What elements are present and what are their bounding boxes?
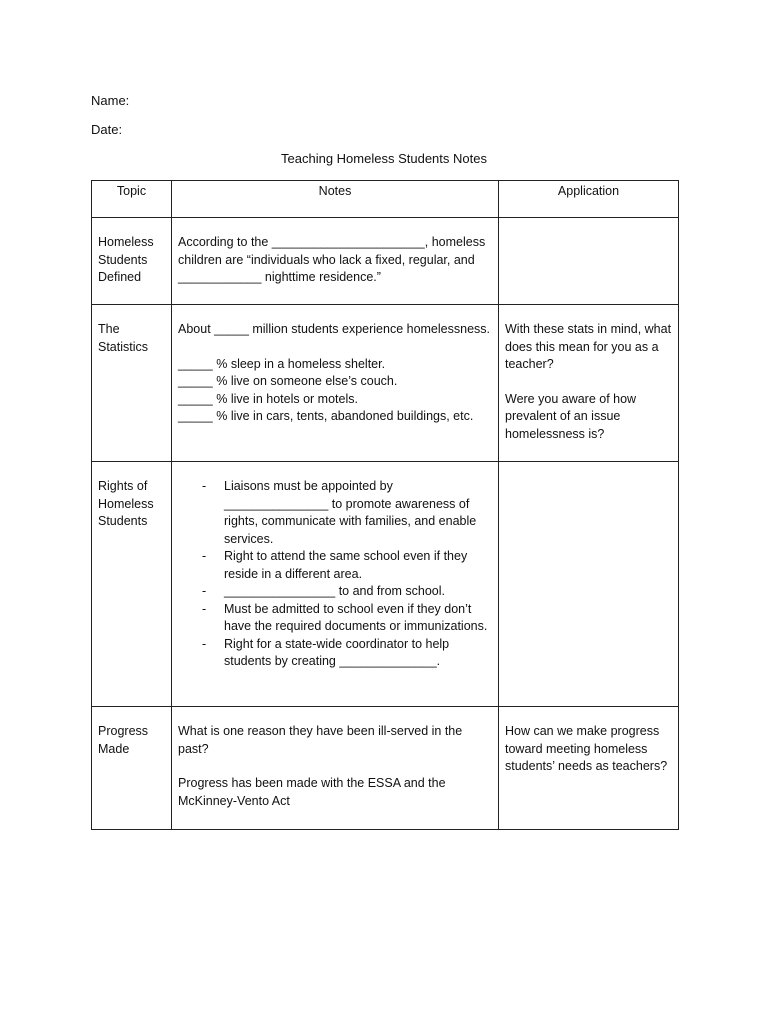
table-header-row: [92, 181, 679, 218]
notes-text: About _____ million students experience homelessness.: [178, 322, 490, 336]
rights-list: [178, 478, 492, 671]
list-item: - Right for a state-wide coordinator to help students by creating ______________.: [202, 636, 492, 671]
table-row: [92, 305, 679, 462]
stat-line: _____ % sleep in a homeless shelter.: [178, 356, 386, 371]
topic-cell: [92, 218, 172, 305]
stat-line: _____ % live in hotels or motels.: [178, 391, 358, 406]
notes-text: According to the ______________________, homeless children are “individuals who lack a fixed, regular, and ____________ nighttime residence.”: [178, 235, 486, 284]
application-cell[interactable]: [499, 462, 679, 707]
table-row: [92, 462, 679, 707]
date-label: Date:: [91, 122, 123, 137]
topic-label: The Statistics: [98, 322, 149, 354]
topic-cell: [92, 707, 172, 830]
application-question: How can we make progress toward meeting homeless students’ needs as teachers?: [505, 724, 668, 773]
application-question: With these stats in mind, what does this mean for you as a teacher?: [505, 322, 672, 371]
table-row: [92, 218, 679, 305]
notes-text: Progress has been made with the ESSA and the McKinney-Vento Act: [178, 776, 446, 808]
column-header-application: Application: [499, 181, 679, 218]
application-cell[interactable]: [499, 707, 679, 830]
table-row: [92, 707, 679, 830]
topic-label: Rights of Homeless Students: [98, 479, 154, 528]
application-question: Were you aware of how prevalent of an issue homelessness is?: [505, 391, 637, 441]
topic-cell: [92, 305, 172, 462]
name-label: Name:: [91, 93, 130, 108]
application-cell[interactable]: [499, 218, 679, 305]
stat-line: _____ % live in cars, tents, abandoned buildings, etc.: [178, 409, 474, 423]
topic-cell: [92, 462, 172, 707]
notes-text: What is one reason they have been ill-served in the past?: [178, 724, 463, 756]
list-item: - ________________ to and from school.: [202, 583, 492, 601]
notes-cell[interactable]: [172, 462, 499, 707]
notes-table: [91, 180, 679, 830]
column-header-notes: Notes: [172, 181, 499, 218]
list-item: - Liaisons must be appointed by _______________ to promote awareness of rights, communicate with families, and enable services.: [202, 478, 492, 548]
list-item: - Right to attend the same school even if they reside in a different area.: [202, 548, 492, 583]
notes-cell[interactable]: [172, 707, 499, 830]
column-header-topic: Topic: [92, 181, 172, 218]
application-cell[interactable]: [499, 305, 679, 462]
topic-label: Progress Made: [98, 724, 149, 756]
page-title: Teaching Homeless Students Notes: [281, 151, 487, 166]
topic-label: Homeless Students Defined: [98, 235, 154, 284]
stat-line: _____ % live on someone else’s couch.: [178, 374, 398, 388]
notes-cell[interactable]: [172, 305, 499, 462]
list-item: - Must be admitted to school even if they don’t have the required documents or immunizations.: [202, 601, 492, 636]
notes-cell[interactable]: [172, 218, 499, 305]
